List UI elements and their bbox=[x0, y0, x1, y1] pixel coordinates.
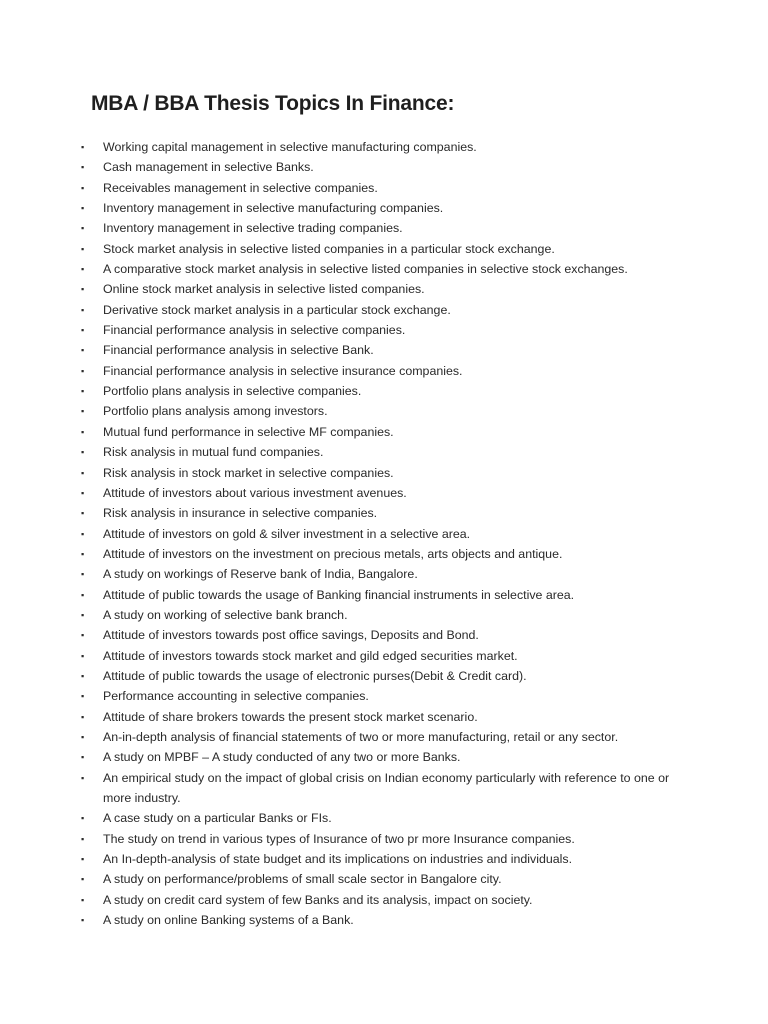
bullet-icon: ▪ bbox=[81, 650, 85, 661]
bullet-icon: ▪ bbox=[81, 406, 85, 417]
bullet-icon: ▪ bbox=[81, 467, 85, 478]
topic-list bbox=[0, 137, 768, 930]
bullet-icon: ▪ bbox=[81, 609, 85, 620]
bullet-icon: ▪ bbox=[81, 894, 85, 905]
bullet-icon: ▪ bbox=[81, 447, 85, 458]
list-item bbox=[0, 768, 768, 809]
bullet-icon: ▪ bbox=[81, 345, 85, 356]
bullet-icon: ▪ bbox=[81, 508, 85, 519]
bullet-icon: ▪ bbox=[81, 365, 85, 376]
bullet-icon: ▪ bbox=[81, 630, 85, 641]
list-item-text: Financial performance analysis in selective Bank. bbox=[103, 343, 374, 358]
list-item bbox=[0, 727, 768, 747]
page-title: MBA / BBA Thesis Topics In Finance: bbox=[91, 92, 455, 115]
bullet-icon: ▪ bbox=[81, 325, 85, 336]
bullet-icon: ▪ bbox=[81, 223, 85, 234]
bullet-icon: ▪ bbox=[81, 243, 85, 254]
list-item bbox=[0, 503, 768, 523]
list-item-text: Cash management in selective Banks. bbox=[103, 160, 314, 175]
bullet-icon: ▪ bbox=[81, 162, 85, 173]
list-item-text: Attitude of investors about various investment avenues. bbox=[103, 485, 407, 500]
list-item-text: Portfolio plans analysis among investors. bbox=[103, 404, 328, 419]
list-item-text: The study on trend in various types of Insurance of two pr more Insurance companies. bbox=[103, 831, 575, 846]
list-item bbox=[0, 157, 768, 177]
bullet-icon: ▪ bbox=[81, 691, 85, 702]
bullet-icon: ▪ bbox=[81, 304, 85, 315]
list-item-text: Financial performance analysis in selective companies. bbox=[103, 323, 406, 338]
list-item bbox=[0, 890, 768, 910]
list-item-text: Attitude of public towards the usage of electronic purses(Debit & Credit card). bbox=[103, 668, 527, 683]
list-item-text: Derivative stock market analysis in a particular stock exchange. bbox=[103, 302, 451, 317]
list-item-text: Working capital management in selective manufacturing companies. bbox=[103, 140, 477, 154]
list-item-text: Risk analysis in stock market in selective companies. bbox=[103, 465, 394, 480]
list-item bbox=[0, 259, 768, 279]
list-item-text: Performance accounting in selective companies. bbox=[103, 689, 369, 704]
bullet-icon: ▪ bbox=[81, 528, 85, 539]
list-item-text: A study on workings of Reserve bank of India, Bangalore. bbox=[103, 567, 418, 582]
list-item bbox=[0, 320, 768, 340]
list-item-text: A study on MPBF – A study conducted of any two or more Banks. bbox=[103, 750, 461, 765]
list-item bbox=[0, 381, 768, 401]
list-item bbox=[0, 361, 768, 381]
list-item bbox=[0, 544, 768, 564]
list-item bbox=[0, 646, 768, 666]
bullet-icon: ▪ bbox=[81, 142, 85, 152]
list-item bbox=[0, 198, 768, 218]
list-item-text: Attitude of investors towards post office savings, Deposits and Bond. bbox=[103, 628, 479, 643]
list-item bbox=[0, 300, 768, 320]
list-item bbox=[0, 747, 768, 767]
list-item bbox=[0, 808, 768, 828]
list-item-text: Risk analysis in mutual fund companies. bbox=[103, 445, 324, 460]
list-item-text: A comparative stock market analysis in selective listed companies in selective stock exchanges. bbox=[103, 262, 628, 277]
list-item bbox=[0, 239, 768, 259]
bullet-icon: ▪ bbox=[81, 813, 85, 824]
bullet-icon: ▪ bbox=[81, 915, 85, 926]
list-item-text: Inventory management in selective manufacturing companies. bbox=[103, 201, 444, 216]
list-item bbox=[0, 564, 768, 584]
list-item bbox=[0, 910, 768, 930]
list-item bbox=[0, 666, 768, 686]
list-item-text: Inventory management in selective trading companies. bbox=[103, 221, 403, 236]
list-item bbox=[0, 829, 768, 849]
bullet-icon: ▪ bbox=[81, 569, 85, 580]
list-item-text: Attitude of share brokers towards the present stock market scenario. bbox=[103, 709, 478, 724]
bullet-icon: ▪ bbox=[81, 203, 85, 214]
list-item-text: A case study on a particular Banks or FIs. bbox=[103, 811, 332, 826]
list-item-text: A study on online Banking systems of a Bank. bbox=[103, 913, 354, 928]
bullet-icon: ▪ bbox=[81, 182, 85, 193]
bullet-icon: ▪ bbox=[81, 426, 85, 437]
list-item bbox=[0, 442, 768, 462]
list-item-text: Attitude of investors on the investment on precious metals, arts objects and antique. bbox=[103, 546, 563, 561]
list-item bbox=[0, 279, 768, 299]
list-item bbox=[0, 625, 768, 645]
list-item bbox=[0, 422, 768, 442]
list-item-text: Attitude of public towards the usage of Banking financial instruments in selective area. bbox=[103, 587, 575, 602]
list-item bbox=[0, 605, 768, 625]
list-item-text: Mutual fund performance in selective MF companies. bbox=[103, 424, 394, 439]
list-item bbox=[0, 686, 768, 706]
list-item-text: Receivables management in selective companies. bbox=[103, 180, 378, 195]
bullet-icon: ▪ bbox=[81, 752, 85, 763]
list-item bbox=[0, 463, 768, 483]
list-item bbox=[0, 340, 768, 360]
list-item-text: A study on performance/problems of small scale sector in Bangalore city. bbox=[103, 872, 502, 887]
list-item bbox=[0, 585, 768, 605]
bullet-icon: ▪ bbox=[81, 731, 85, 742]
list-item bbox=[0, 218, 768, 238]
list-item-text: Attitude of investors on gold & silver investment in a selective area. bbox=[103, 526, 471, 541]
list-item bbox=[0, 483, 768, 503]
list-item-text: Stock market analysis in selective listed companies in a particular stock exchange. bbox=[103, 241, 555, 256]
bullet-icon: ▪ bbox=[81, 854, 85, 865]
bullet-icon: ▪ bbox=[81, 284, 85, 295]
bullet-icon: ▪ bbox=[81, 264, 85, 275]
list-item bbox=[0, 137, 768, 157]
list-item bbox=[0, 524, 768, 544]
list-item bbox=[0, 401, 768, 421]
list-item-text: Attitude of investors towards stock market and gild edged securities market. bbox=[103, 648, 518, 663]
list-item bbox=[0, 869, 768, 889]
list-item-text: A study on working of selective bank branch. bbox=[103, 607, 348, 622]
bullet-icon: ▪ bbox=[81, 589, 85, 600]
bullet-icon: ▪ bbox=[81, 833, 85, 844]
list-item-text: An-in-depth analysis of financial statements of two or more manufacturing, retail or any sector. bbox=[103, 729, 619, 744]
list-item bbox=[0, 849, 768, 869]
list-item-text: An In-depth-analysis of state budget and its implications on industries and individuals. bbox=[103, 852, 573, 867]
list-item-text: Portfolio plans analysis in selective companies. bbox=[103, 384, 362, 399]
bullet-icon: ▪ bbox=[81, 772, 85, 783]
bullet-icon: ▪ bbox=[81, 670, 85, 681]
list-item-text: A study on credit card system of few Banks and its analysis, impact on society. bbox=[103, 892, 533, 907]
bullet-icon: ▪ bbox=[81, 711, 85, 722]
list-item-text: Online stock market analysis in selective listed companies. bbox=[103, 282, 425, 297]
bullet-icon: ▪ bbox=[81, 548, 85, 559]
list-item-text: Financial performance analysis in selective insurance companies. bbox=[103, 363, 463, 378]
bullet-icon: ▪ bbox=[81, 487, 85, 498]
bullet-icon: ▪ bbox=[81, 386, 85, 397]
list-item-text: Risk analysis in insurance in selective companies. bbox=[103, 506, 378, 521]
list-item bbox=[0, 178, 768, 198]
list-item bbox=[0, 707, 768, 727]
list-item-text: An empirical study on the impact of global crisis on Indian economy particularly with reference to one or more industry. bbox=[103, 770, 670, 805]
bullet-icon: ▪ bbox=[81, 874, 85, 885]
